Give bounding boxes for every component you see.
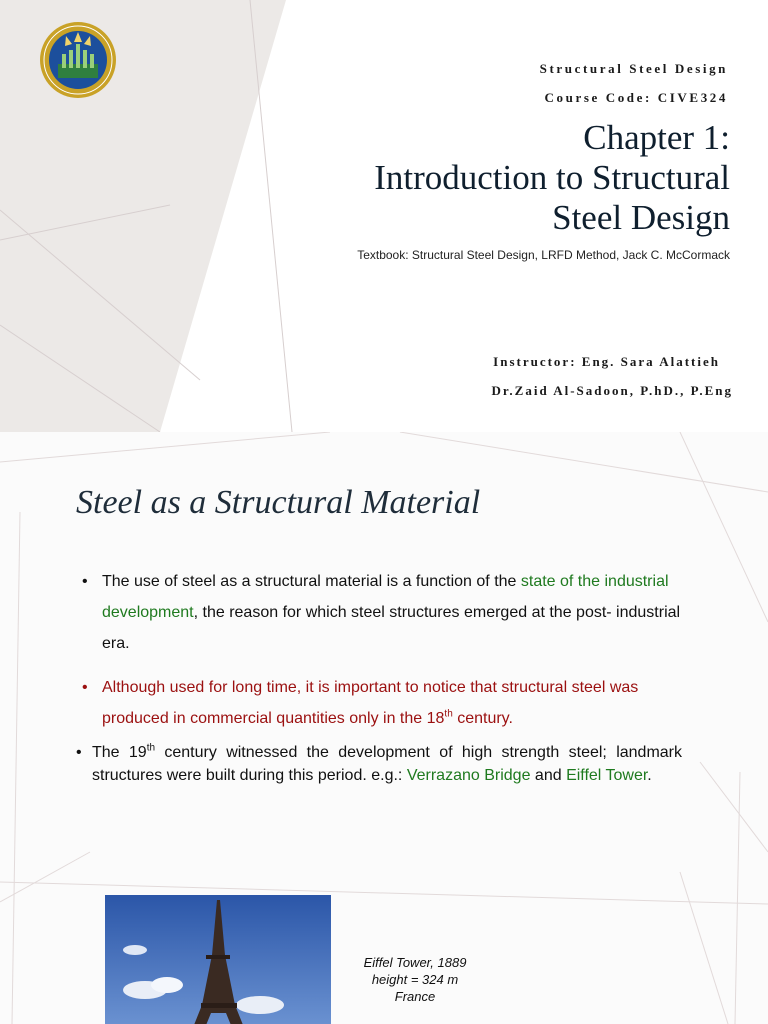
instructor-name: Instructor: Eng. Sara Alattieh bbox=[493, 354, 720, 369]
superscript: th bbox=[146, 742, 156, 754]
caption-line-2: height = 324 m bbox=[371, 972, 459, 987]
eiffel-tower-highlight: Eiffel Tower bbox=[566, 767, 648, 784]
title-slide bbox=[0, 0, 768, 432]
bullet-3-and: and bbox=[530, 767, 567, 784]
bullet-2-text: Although used for long time, it is important to notice that structural steel was produced in commercial quantities only in the 18 bbox=[102, 679, 639, 727]
bullet-3-text: The 19 bbox=[92, 744, 147, 761]
course-code: Course Code: CIVE324 bbox=[544, 90, 728, 105]
textbook-reference: Textbook: Structural Steel Design, LRFD Method, Jack C. McCormack bbox=[357, 248, 730, 262]
bullet-point-2 bbox=[102, 672, 702, 734]
co-instructor-name: Dr.Zaid Al-Sadoon, P.hD., P.Eng bbox=[491, 383, 733, 398]
content-slide bbox=[0, 432, 768, 1024]
university-logo bbox=[38, 20, 118, 100]
course-name: Structural Steel Design bbox=[539, 61, 728, 76]
bullet-point-3 bbox=[92, 741, 682, 787]
caption-line-1: Eiffel Tower, 1889 bbox=[363, 955, 467, 970]
bullet-point-1 bbox=[102, 566, 702, 659]
title-line-3: Steel Design bbox=[552, 198, 730, 237]
bullet-marker: • bbox=[82, 679, 88, 696]
caption-line-3: France bbox=[394, 989, 436, 1004]
verrazano-bridge-highlight: Verrazano Bridge bbox=[406, 767, 531, 784]
chapter-title bbox=[270, 118, 730, 238]
bullet-1-text: The use of steel as a structural material is a function of the bbox=[102, 573, 521, 590]
bullet-marker: • bbox=[82, 573, 88, 590]
title-line-2: Introduction to Structural bbox=[374, 158, 730, 197]
eiffel-tower-photo bbox=[105, 895, 331, 1024]
bullet-3-text-mid: century witnessed the development of high strength steel; landmark structures were built during this period. e.g.: bbox=[92, 744, 682, 784]
photo-caption bbox=[340, 954, 490, 1005]
slide-title: Steel as a Structural Material bbox=[76, 484, 481, 521]
bullet-1-highlight: state of the industrial development bbox=[102, 573, 669, 621]
superscript: th bbox=[444, 708, 453, 720]
bullet-marker: • bbox=[76, 744, 82, 761]
bullet-2-text-end: century. bbox=[452, 710, 513, 727]
title-line-1: Chapter 1: bbox=[583, 118, 730, 157]
bullet-3-period: . bbox=[647, 767, 652, 784]
bullet-1-text-end: , the reason for which steel structures emerged at the post- industrial era. bbox=[102, 604, 681, 652]
